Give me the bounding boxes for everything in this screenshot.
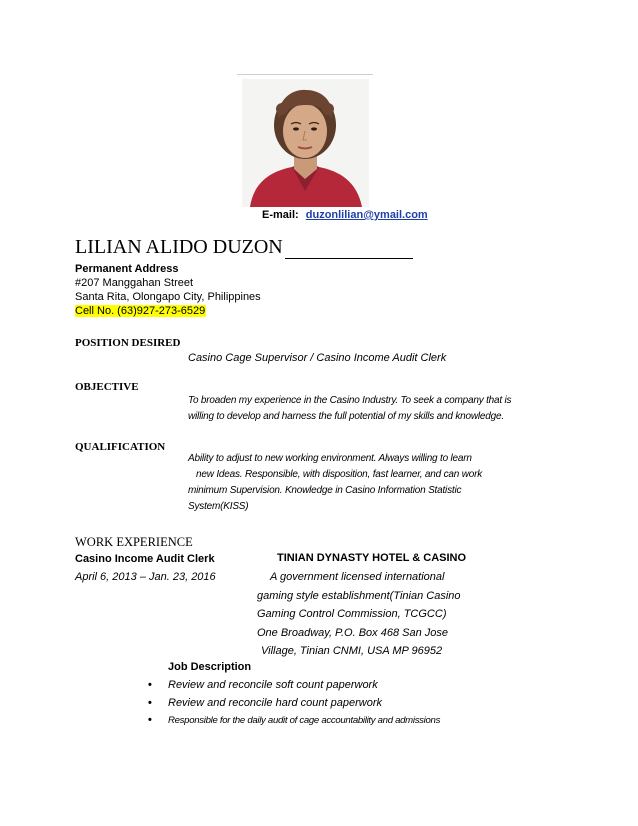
name-underline <box>285 241 413 259</box>
cell-number: Cell No. (63)927-273-6529 <box>75 305 206 317</box>
company-detail-line: Gaming Control Commission, TCGCC) <box>257 608 447 620</box>
qualification-line: System(KISS) <box>188 501 249 512</box>
bullet-icon: • <box>148 714 152 726</box>
address-title: Permanent Address <box>75 263 179 275</box>
email-row <box>262 209 428 221</box>
qualification-line: new Ideas. Responsible, with disposition, fast learner, and can work <box>196 469 483 480</box>
duty-item: Review and reconcile hard count paperwork <box>168 697 383 709</box>
company-detail-line: Village, Tinian CNMI, USA MP 96952 <box>261 645 443 657</box>
email-label: E-mail: <box>262 209 299 221</box>
job-description-title: Job Description <box>168 661 252 673</box>
objective-title: OBJECTIVE <box>75 381 139 393</box>
address-line-1: #207 Manggahan Street <box>75 277 194 289</box>
position-desired-text: Casino Cage Supervisor / Casino Income Audit Clerk <box>188 352 447 364</box>
profile-photo-illustration <box>242 79 369 207</box>
email-link[interactable]: duzonlilian@ymail.com <box>305 209 428 221</box>
bullet-icon: • <box>148 679 152 691</box>
objective-line: To broaden my experience in the Casino Industry. To seek a company that is <box>188 395 512 406</box>
duty-item: Responsible for the daily audit of cage accountability and admissions <box>168 715 441 726</box>
company-detail-line: One Broadway, P.O. Box 468 San Jose <box>257 627 448 639</box>
qualification-line: Ability to adjust to new working environment. Always willing to learn <box>188 453 472 464</box>
position-desired-title: POSITION DESIRED <box>75 337 181 349</box>
work-experience-title: WORK EXPERIENCE <box>75 535 193 549</box>
company-detail-line: A government licensed international <box>270 571 445 583</box>
candidate-name <box>75 236 413 259</box>
objective-line: willing to develop and harness the full potential of my skills and knowledge. <box>188 411 504 422</box>
qualification-title: QUALIFICATION <box>75 441 166 453</box>
qualification-line: minimum Supervision. Knowledge in Casino Information Statistic <box>188 485 462 496</box>
job-title: Casino Income Audit Clerk <box>75 553 215 565</box>
bullet-icon: • <box>148 697 152 709</box>
candidate-name-text: LILIAN ALIDO DUZON <box>75 236 283 258</box>
profile-photo <box>242 79 369 207</box>
photo-top-rule <box>237 74 373 75</box>
company-name: TINIAN DYNASTY HOTEL & CASINO <box>277 552 467 564</box>
employment-dates: April 6, 2013 – Jan. 23, 2016 <box>75 571 216 583</box>
company-detail-line: gaming style establishment(Tinian Casino <box>257 590 461 602</box>
duty-item: Review and reconcile soft count paperwork <box>168 679 378 691</box>
address-line-2: Santa Rita, Olongapo City, Philippines <box>75 291 261 303</box>
